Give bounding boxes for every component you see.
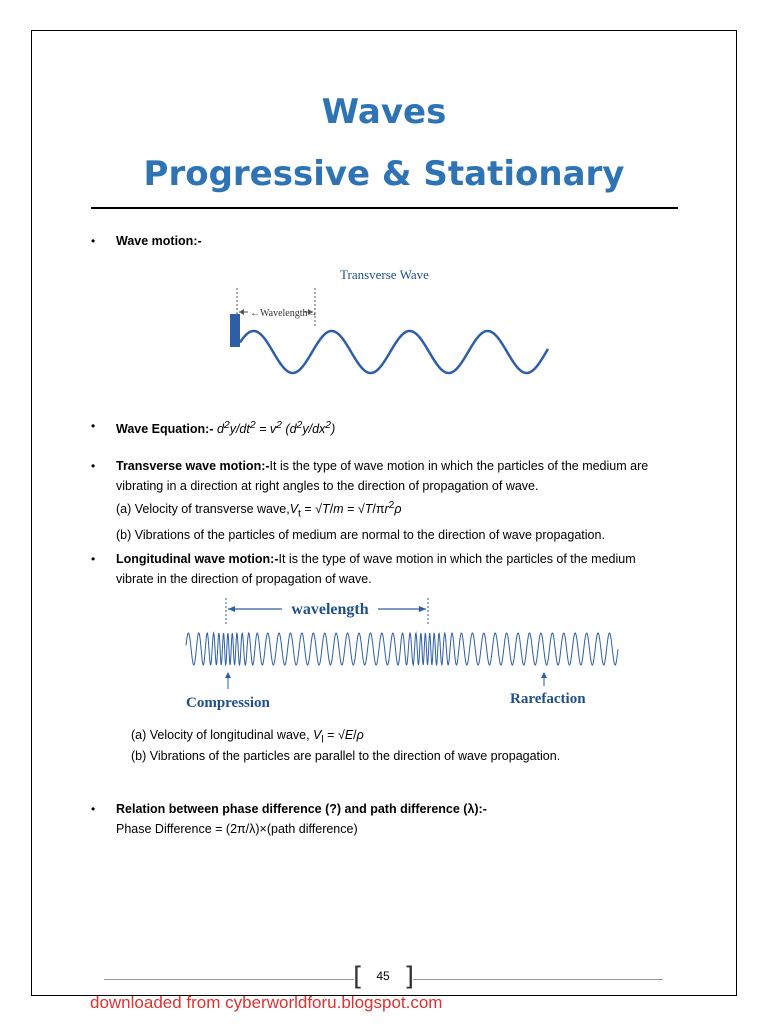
relation-formula: Phase Difference = (2π/λ)×(path difference): [116, 822, 358, 836]
bracket-left-icon: [: [353, 962, 364, 992]
wave-motion-heading: Wave motion:-: [116, 234, 202, 248]
footer-rule-right: [413, 979, 663, 980]
wave-equation-heading: Wave Equation:-: [116, 422, 214, 437]
transverse-heading: Transverse wave motion:-: [116, 459, 270, 473]
footer-rule-left: [104, 979, 354, 980]
longitudinal-vibrations: (b) Vibrations of the particles are parallel to the direction of wave propagation.: [131, 749, 561, 763]
relation-heading: Relation between phase difference (?) and path difference (λ):-: [116, 802, 487, 816]
transverse-velocity-formula: $V_t = √T/m = √T/\pi r^2\rho$: [289, 500, 402, 520]
bullet-icon: •: [91, 419, 96, 433]
bullet-icon: •: [91, 459, 96, 473]
longitudinal-velocity-prefix: (a) Velocity of longitudinal wave,: [131, 728, 314, 742]
transverse-figure-title: Transverse Wave: [340, 267, 429, 282]
transverse-velocity-prefix: (a) Velocity of transverse wave,: [116, 502, 290, 517]
arrow-head-right: [419, 606, 426, 612]
relation-item: [91, 799, 677, 839]
transverse-text-line2: vibrating in a direction at right angles to the direction of propagation of wave.: [116, 479, 539, 493]
longitudinal-wave-curve: [186, 633, 618, 665]
longitudinal-heading: Longitudinal wave motion:-: [116, 552, 279, 566]
rarefaction-pointer-head: [541, 672, 547, 678]
wave-equation-item: [91, 416, 677, 439]
bullet-icon: •: [91, 234, 96, 248]
longitudinal-velocity-formula: $V_l = √E/\rho$: [313, 728, 364, 746]
transverse-wave-curve: [240, 331, 548, 373]
rarefaction-label: Rarefaction: [510, 691, 586, 707]
longitudinal-text-line1: It is the type of wave motion in which the particles of the medium: [278, 552, 636, 566]
bullet-icon: •: [91, 802, 96, 816]
download-note: downloaded from cyberworldforu.blogspot.com: [90, 993, 443, 1012]
transverse-text-line1: It is the type of wave motion in which the particles of the medium are: [269, 459, 649, 473]
bullet-icon: •: [91, 552, 96, 566]
bracket-right-icon: ]: [404, 962, 415, 992]
page-number: 45: [376, 969, 390, 983]
wave-motion-item: [91, 231, 677, 251]
transverse-wave-figure: [220, 262, 560, 382]
title-divider: [91, 207, 678, 209]
longitudinal-wavelength-label: wavelength: [291, 601, 369, 618]
wave-equation-formula: $d^2y/dt^2 = v^2$ $(d^2y/dx^2)$: [216, 420, 336, 437]
wave-source-block: [230, 314, 240, 347]
page-subtitle: Progressive & Stationary: [143, 154, 625, 194]
page-title: Waves: [321, 92, 447, 132]
longitudinal-wave-figure: [182, 594, 622, 712]
longitudinal-text-line2: vibrate in the direction of propagation of wave.: [116, 572, 372, 586]
compression-label: Compression: [186, 695, 270, 711]
compression-pointer-head: [225, 672, 231, 678]
longitudinal-item: [91, 549, 677, 589]
arrow-head-left: [228, 606, 235, 612]
wavelength-label: ←Wavelength→: [250, 308, 318, 319]
transverse-vibrations: (b) Vibrations of the particles of medium are normal to the direction of wave propagation.: [116, 527, 605, 542]
transverse-item: [91, 456, 677, 545]
